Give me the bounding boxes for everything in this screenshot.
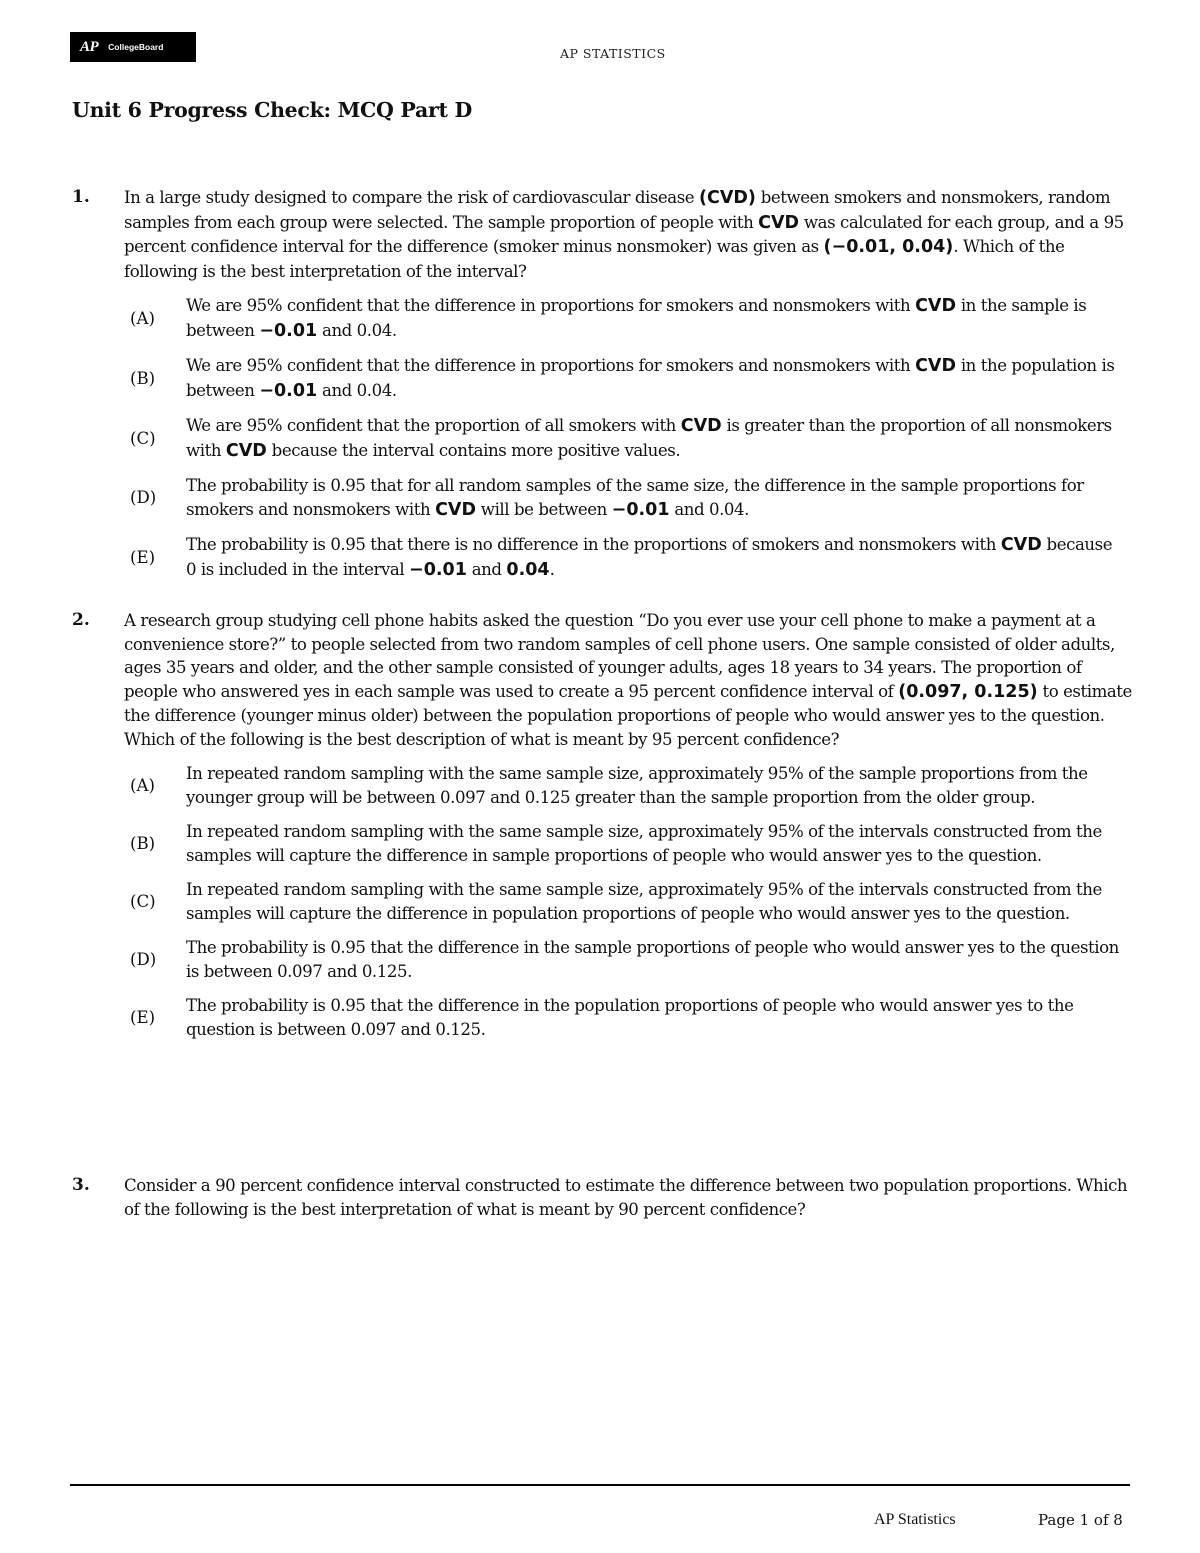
text-run: The probability is 0.95 that the difference in the sample proportions of people who would answer yes to the question is between 0.097 and 0.125.	[186, 938, 1119, 981]
answer-option	[124, 762, 1132, 809]
option-letter: (E)	[130, 547, 156, 567]
math-expression: CVD	[1000, 535, 1042, 555]
text-run: The probability is 0.95 that there is no difference in the proportions of smokers and nonsmokers with	[186, 535, 1001, 554]
option-text	[186, 936, 1121, 983]
answer-option	[124, 994, 1132, 1041]
option-letter: (D)	[130, 488, 157, 508]
math-expression: CVD	[680, 416, 722, 436]
text-run: and	[466, 559, 507, 579]
question-1	[72, 186, 1132, 593]
option-text	[186, 994, 1121, 1041]
option-text	[186, 533, 1121, 582]
ap-college-board-logo	[70, 32, 196, 62]
text-run: in the population is between	[186, 356, 1115, 400]
option-text	[186, 878, 1121, 925]
math-expression: CVD	[915, 296, 956, 316]
text-run: The probability is 0.95 that the difference in the population proportions of people who would answer yes to the question is between 0.097 and 0.125.	[186, 996, 1074, 1039]
math-expression: −0.01	[259, 320, 318, 341]
option-text	[186, 414, 1121, 463]
text-run: is greater than the proportion of all nonsmokers with	[186, 416, 1112, 460]
answer-option	[124, 936, 1132, 983]
question-stem	[124, 186, 1132, 283]
answer-option	[124, 294, 1132, 343]
answer-option	[124, 878, 1132, 925]
math-expression: (0.097, 0.125)	[898, 681, 1038, 702]
text-run: In repeated random sampling with the same sample size, approximately 95% of the intervals constructed from the samples will capture the difference in population proportions of people who would answer yes to the question.	[186, 880, 1102, 923]
answer-options	[124, 762, 1132, 1041]
text-run: We are 95% confident that the proportion of all smokers with	[186, 416, 681, 435]
option-letter: (B)	[130, 833, 156, 853]
question-stem	[124, 609, 1132, 751]
option-text	[186, 354, 1121, 403]
text-run: and 0.04.	[317, 320, 397, 340]
answer-option	[124, 820, 1132, 867]
text-run: because 0 is included in the interval	[186, 535, 1113, 579]
text-run: In repeated random sampling with the same sample size, approximately 95% of the intervals constructed from the samples will capture the difference in sample proportions of people who would answer yes to the question.	[186, 822, 1102, 865]
text-run: We are 95% confident that the difference in proportions for smokers and nonsmokers with	[186, 356, 916, 375]
text-run: and 0.04.	[317, 380, 397, 400]
text-run: and 0.04.	[669, 499, 749, 519]
logo-ap-text: AP	[80, 38, 99, 55]
text-run: In a large study designed to compare the risk of cardiovascular disease	[124, 188, 699, 207]
math-expression: (CVD)	[698, 188, 756, 208]
option-text	[186, 820, 1121, 867]
text-run: We are 95% confident that the difference in proportions for smokers and nonsmokers with	[186, 296, 916, 315]
header-title: AP STATISTICS	[560, 46, 666, 61]
text-run: In repeated random sampling with the same sample size, approximately 95% of the sample proportions from the younger group will be between 0.097 and 0.125 greater than the sample proportion from the older group.	[186, 764, 1088, 807]
logo-collegeboard-text: CollegeBoard	[108, 42, 164, 52]
question-number: 1.	[72, 187, 90, 207]
page-number: Page 1 of 8	[1038, 1511, 1123, 1529]
option-letter: (C)	[130, 891, 156, 911]
text-run: in the sample is between	[186, 296, 1087, 340]
option-letter: (C)	[130, 428, 156, 448]
math-expression: CVD	[225, 440, 267, 461]
option-text	[186, 294, 1121, 343]
math-expression: CVD	[915, 356, 956, 376]
math-expression: −0.01	[611, 499, 670, 520]
text-run: .	[549, 559, 555, 579]
text-run: will be between	[475, 499, 612, 519]
math-expression: −0.01	[259, 380, 318, 401]
option-letter: (A)	[130, 308, 155, 328]
answer-option	[124, 533, 1132, 582]
text-run: between smokers and nonsmokers, random samples from each group were selected. The sample proportion of people with	[124, 188, 1111, 232]
text-run: because the interval contains more positive values.	[266, 440, 681, 460]
text-run: The probability is 0.95 that for all random samples of the same size, the difference in the sample proportions for smokers and nonsmokers with	[186, 476, 1084, 519]
answer-option	[124, 474, 1132, 522]
math-expression: 0.04	[506, 559, 550, 580]
text-run: . Which of the following is the best interpretation of the interval?	[124, 237, 1065, 281]
question-stem	[124, 1174, 1132, 1221]
page-title: Unit 6 Progress Check: MCQ Part D	[72, 98, 472, 122]
math-expression: −0.01	[409, 559, 467, 580]
answer-option	[124, 414, 1132, 463]
option-letter: (B)	[130, 368, 156, 388]
answer-options	[124, 294, 1132, 582]
footer-course-name: AP Statistics	[874, 1511, 956, 1528]
text-run: Consider a 90 percent confidence interval constructed to estimate the difference between two population proportions. Which of the following is the best interpretation of what is meant by 90 percent confidence?	[124, 1176, 1128, 1219]
math-expression: CVD	[758, 212, 800, 233]
question-number: 2.	[72, 610, 90, 630]
text-run: to estimate the difference (younger minus older) between the population proportions of people who would answer yes to the question. Which of the following is the best description of what is meant by 95 percent confidence?	[124, 681, 1132, 749]
question-number: 3.	[72, 1175, 90, 1195]
math-expression: CVD	[435, 499, 476, 520]
text-run: A research group studying cell phone habits asked the question “Do you ever use your cell phone to make a payment at a convenience store?” to people selected from two random samples of cell phone users. One sample consisted of older adults, ages 35 years and older, and the other sample consisted of younger adults, ages 18 years to 34 years. The proportion of people who answered yes in each sample was used to create a 95 percent confidence interval of	[124, 611, 1115, 701]
option-letter: (A)	[130, 775, 155, 795]
math-expression: (−0.01, 0.04)	[823, 237, 954, 257]
option-text	[186, 474, 1121, 522]
option-letter: (D)	[130, 949, 157, 969]
option-text	[186, 762, 1121, 809]
option-letter: (E)	[130, 1007, 156, 1027]
text-run: was calculated for each group, and a 95 percent confidence interval for the difference (smoker minus nonsmoker) was given as	[124, 212, 1124, 256]
footer-divider	[70, 1484, 1130, 1486]
answer-option	[124, 354, 1132, 403]
question-3	[72, 1174, 1132, 1221]
question-2	[72, 609, 1132, 1052]
